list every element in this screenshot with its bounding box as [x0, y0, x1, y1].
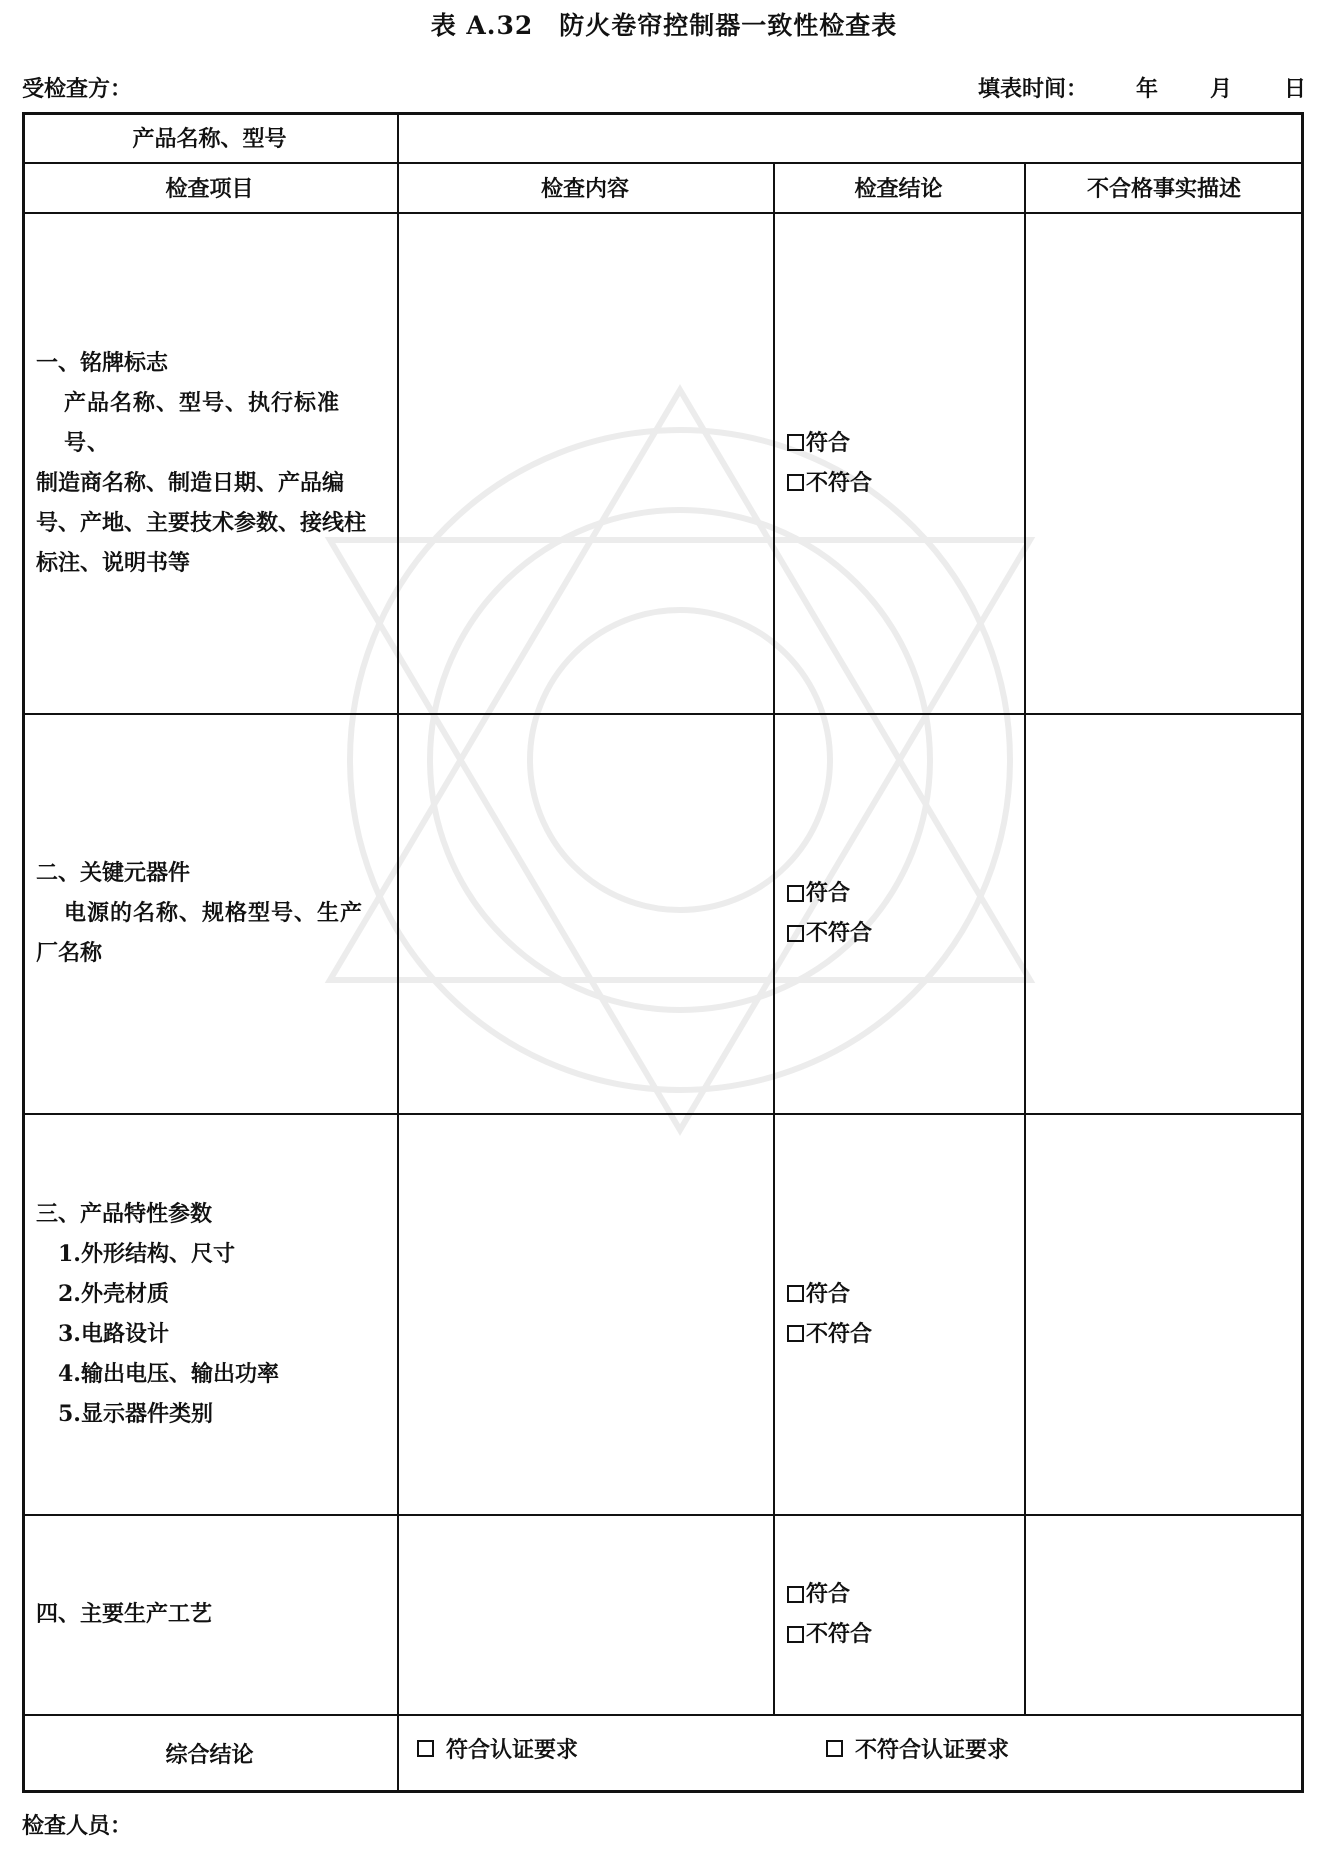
item-detail-line: 5.显示器件类别 [58, 1400, 213, 1427]
year-label: 年 [1135, 76, 1158, 102]
overall-nonconform-option[interactable] [826, 1733, 1009, 1764]
conform-option[interactable] [787, 423, 1024, 463]
header-inspection-content: 检查内容 [540, 175, 629, 202]
inspector-label: 检查人员： [22, 1813, 133, 1839]
item-detail-line: 制造商名称、制造日期、产品编 [36, 469, 345, 496]
item-detail-line: 号、产地、主要技术参数、接线柱 [36, 509, 367, 536]
item-production-process [22, 1514, 397, 1714]
nonconform-label: 不符合 [806, 469, 873, 496]
conform-label: 符合 [806, 429, 851, 456]
nonconform-option[interactable] [787, 913, 1024, 953]
item-detail-line: 电源的名称、规格型号、生产 [64, 900, 364, 926]
item-product-characteristics [22, 1113, 397, 1514]
content-field-key-components[interactable] [399, 715, 771, 1111]
checkbox-icon[interactable] [826, 1740, 843, 1757]
item-detail-line: 标注、说明书等 [36, 549, 191, 576]
conform-label: 符合 [806, 1280, 851, 1307]
overall-nonconform-label: 不符合认证要求 [855, 1737, 1010, 1763]
conclusion-production-process [773, 1514, 1024, 1714]
checkbox-icon[interactable] [787, 1586, 804, 1603]
overall-conform-option[interactable] [417, 1733, 578, 1764]
checkbox-icon[interactable] [417, 1740, 434, 1757]
item-detail-line: 4.输出电压、输出功率 [58, 1360, 279, 1387]
inspected-party-label: 受检查方： [22, 76, 133, 102]
day-label: 日 [1283, 76, 1306, 102]
month-label: 月 [1209, 76, 1232, 102]
conform-option[interactable] [787, 1274, 1024, 1314]
nonconform-label: 不符合 [806, 1320, 873, 1347]
nonconform-label: 不符合 [806, 920, 873, 946]
conform-option[interactable] [787, 873, 1024, 913]
conclusion-product-characteristics [773, 1113, 1024, 1514]
item-detail-line: 3.电路设计 [58, 1320, 169, 1347]
description-field-production-process[interactable] [1026, 1516, 1301, 1712]
item-detail-line: 产品名称、型号、执行标准号、 [64, 389, 341, 456]
description-field-key-components[interactable] [1026, 715, 1301, 1111]
item-detail-line: 厂名称 [36, 940, 103, 966]
checkbox-icon[interactable] [787, 1325, 804, 1342]
item-heading: 二、关键元器件 [36, 860, 191, 886]
checkbox-icon[interactable] [787, 434, 804, 451]
conform-label: 符合 [806, 880, 851, 906]
overall-conform-label: 符合认证要求 [446, 1737, 579, 1763]
checkbox-icon[interactable] [787, 885, 804, 902]
item-heading: 四、主要生产工艺 [36, 1601, 213, 1627]
conform-option[interactable] [787, 1574, 1024, 1614]
conclusion-key-components [773, 713, 1024, 1113]
item-heading: 三、产品特性参数 [36, 1200, 213, 1227]
header-inspection-conclusion: 检查结论 [854, 175, 943, 202]
content-field-product-characteristics[interactable] [399, 1115, 771, 1512]
overall-conclusion-label: 综合结论 [165, 1742, 254, 1768]
checkbox-icon[interactable] [787, 474, 804, 491]
item-key-components [22, 713, 397, 1113]
checkbox-icon[interactable] [787, 925, 804, 942]
page-title: 表 A.32 防火卷帘控制器一致性检查表 [430, 11, 898, 40]
header-nonconformity-description: 不合格事实描述 [1086, 175, 1241, 202]
item-detail-line: 2.外壳材质 [58, 1280, 169, 1307]
nonconform-option[interactable] [787, 1614, 1024, 1654]
nonconform-label: 不符合 [806, 1621, 873, 1647]
item-heading: 一、铭牌标志 [36, 349, 169, 376]
conform-label: 符合 [806, 1581, 851, 1607]
checkbox-icon[interactable] [787, 1285, 804, 1302]
product-name-field[interactable] [399, 114, 1301, 160]
nonconform-option[interactable] [787, 1314, 1024, 1354]
content-field-nameplate[interactable] [399, 214, 771, 711]
header-inspection-item: 检查项目 [165, 175, 254, 202]
fill-time-field [978, 72, 1306, 103]
description-field-product-characteristics[interactable] [1026, 1115, 1301, 1512]
conclusion-nameplate [773, 212, 1024, 713]
item-nameplate [22, 212, 397, 713]
fill-time-label: 填表时间： [977, 76, 1088, 102]
checkbox-icon[interactable] [787, 1626, 804, 1643]
product-name-label: 产品名称、型号 [132, 125, 287, 152]
nonconform-option[interactable] [787, 463, 1024, 503]
content-field-production-process[interactable] [399, 1516, 771, 1712]
item-detail-line: 1.外形结构、尺寸 [58, 1240, 235, 1267]
description-field-nameplate[interactable] [1026, 214, 1301, 711]
